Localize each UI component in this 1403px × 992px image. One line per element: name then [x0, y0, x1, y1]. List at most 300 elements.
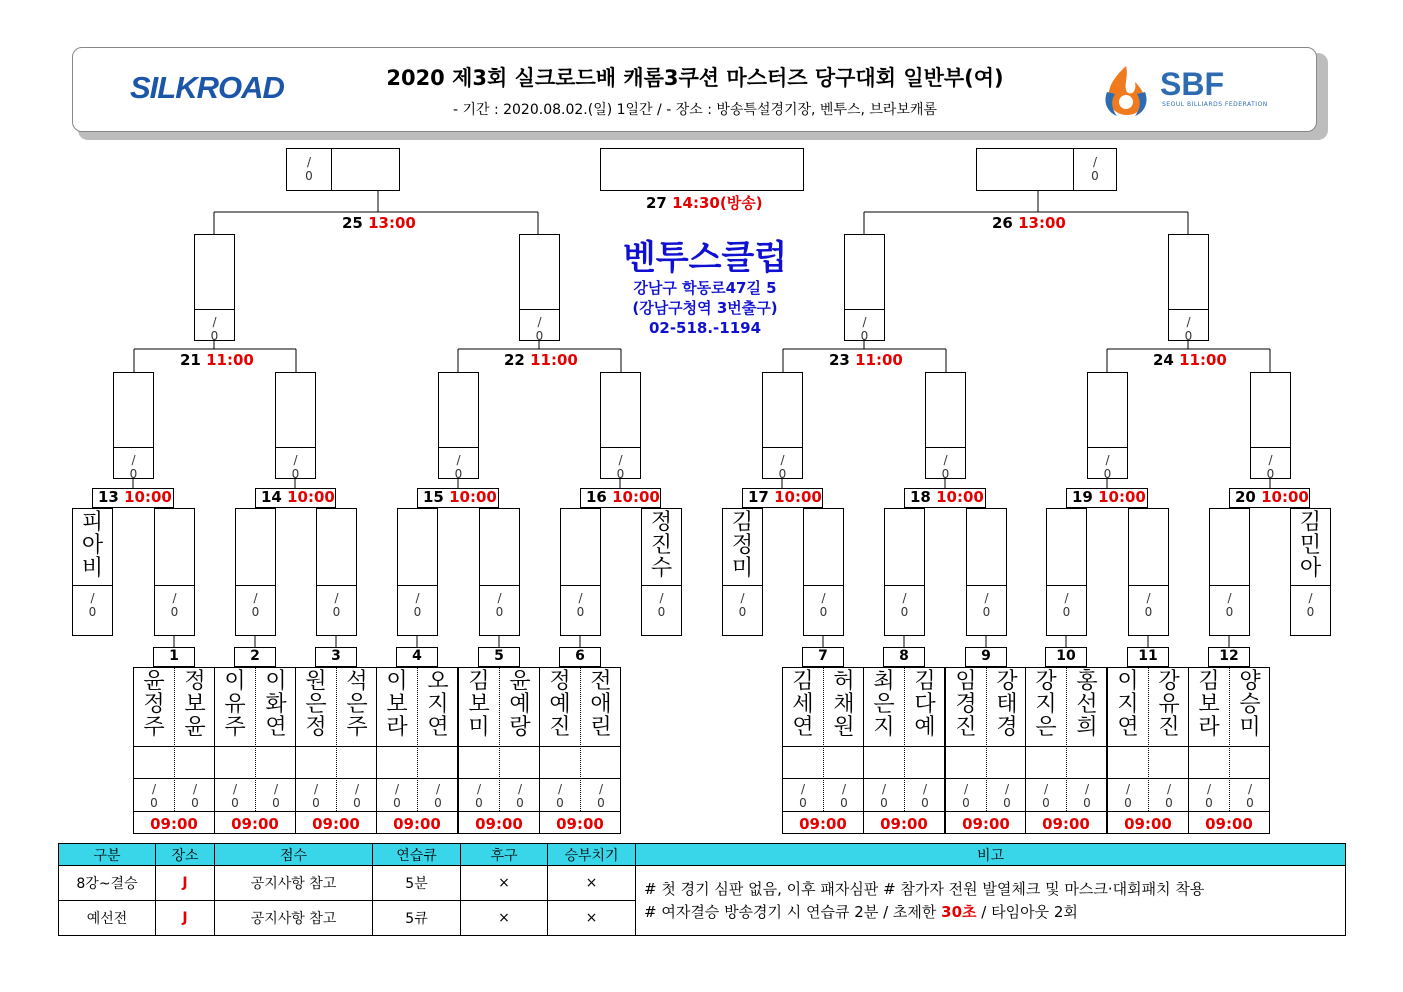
- score-cell: / 0: [962, 782, 970, 810]
- name-glyph: 린: [590, 715, 612, 740]
- player-name: [134, 668, 174, 739]
- player-name: [1230, 668, 1270, 739]
- score-cell: / 0: [1184, 315, 1193, 343]
- venue-name: 벤투스클럽: [622, 238, 788, 278]
- venue-phone: 02-518.-1194: [648, 319, 762, 337]
- score-divider: [723, 585, 762, 586]
- score-cell: / 0: [88, 591, 97, 619]
- score-cell: / 0: [1246, 782, 1254, 810]
- name-glyph: 은: [1035, 715, 1057, 740]
- name-glyph: 보: [468, 692, 490, 717]
- semifinal-label-num: 25: [342, 214, 363, 232]
- name-glyph: 최: [873, 669, 895, 694]
- score-cell: / 0: [1306, 591, 1315, 619]
- score-cell: / 0: [840, 782, 848, 810]
- table-cell: J: [156, 901, 215, 936]
- score-divider: [398, 585, 437, 586]
- name-glyph: 라: [1198, 715, 1220, 740]
- prelim-time: 09:00: [1205, 815, 1253, 833]
- name-glyph: 보: [1198, 692, 1220, 717]
- score-cell: / 0: [1124, 782, 1132, 810]
- name-divider: [946, 746, 1026, 747]
- score-divider: [926, 447, 965, 448]
- player-slot: [803, 508, 844, 636]
- score-cell: / 0: [982, 591, 991, 619]
- score-cell: / 0: [475, 782, 483, 810]
- name-glyph: 홍: [1076, 669, 1098, 694]
- note-line-2-start: # 여자결승 방송경기 시 연습큐 2분 / 초제한: [644, 902, 942, 921]
- player-slot: [194, 234, 235, 341]
- score-cell: / 0: [941, 453, 950, 481]
- score-divider: [439, 447, 478, 448]
- prelim-group: [945, 667, 1027, 834]
- prelim-match-number: 7: [802, 647, 844, 667]
- name-glyph: 랑: [509, 715, 531, 740]
- name-divider: [215, 746, 295, 747]
- score-divider: [520, 309, 559, 310]
- name-glyph: 윤: [143, 669, 165, 694]
- prelim-group: [1107, 667, 1189, 834]
- name-glyph: 석: [346, 669, 368, 694]
- name-glyph: 지: [427, 692, 449, 717]
- name-glyph: 유: [1158, 692, 1180, 717]
- score-divider: [1169, 309, 1208, 310]
- name-divider: [1108, 746, 1188, 747]
- player-name: [459, 668, 499, 739]
- score-divider: [114, 447, 153, 448]
- rules-table-header: [59, 844, 1346, 866]
- name-glyph: 오: [427, 669, 449, 694]
- score-divider: [864, 778, 944, 779]
- name-glyph: 승: [1239, 692, 1261, 717]
- page-title: 2020 제3회 실크로드배 캐롬3쿠션 마스터즈 당구대회 일반부(여): [386, 66, 1004, 90]
- prelim-time: 09:00: [799, 815, 847, 833]
- header-cell: 승부치기: [548, 844, 636, 866]
- score-divider: [1129, 585, 1168, 586]
- player-name: [1067, 668, 1107, 739]
- header-cell: 연습큐: [373, 844, 461, 866]
- note-line-2-highlight: 30초: [941, 902, 977, 921]
- name-glyph: 희: [1076, 715, 1098, 740]
- score-divider: [885, 585, 924, 586]
- score-divider: [642, 585, 681, 586]
- prelim-time: 09:00: [1042, 815, 1090, 833]
- score-divider: [1088, 447, 1127, 448]
- player-name: [824, 668, 864, 739]
- score-divider: [331, 149, 332, 190]
- time-divider: [459, 811, 539, 812]
- table-cell: 공지사항 참고: [215, 901, 373, 936]
- score-cell: / 0: [413, 591, 422, 619]
- player-name: [73, 509, 112, 580]
- name-glyph: 예: [914, 715, 936, 740]
- name-glyph: 선: [1076, 692, 1098, 717]
- score-divider: [561, 585, 600, 586]
- name-glyph: 예: [549, 692, 571, 717]
- name-glyph: 채: [833, 692, 855, 717]
- semifinal-label-time: 13:00: [368, 214, 416, 232]
- name-divider: [134, 746, 214, 747]
- score-cell: / 0: [799, 782, 807, 810]
- name-glyph: 정: [143, 692, 165, 717]
- name-glyph: 주: [143, 715, 165, 740]
- name-glyph: 애: [590, 692, 612, 717]
- player-slot: [113, 372, 154, 479]
- round16-label-num: 19: [1072, 488, 1093, 506]
- name-glyph: 이: [1117, 669, 1139, 694]
- player-name: [783, 668, 823, 739]
- score-divider: [967, 585, 1006, 586]
- name-glyph: 김: [1198, 669, 1220, 694]
- round16-label: [1235, 488, 1309, 506]
- score-cell: / 0: [170, 591, 179, 619]
- player-slot: [275, 372, 316, 479]
- prelim-group: [1025, 667, 1107, 834]
- name-glyph: 지: [1035, 692, 1057, 717]
- score-cell: / 0: [616, 453, 625, 481]
- score-divider: [195, 309, 234, 310]
- score-cell: / 0: [1165, 782, 1173, 810]
- note-line-2-end: / 타임아웃 2회: [976, 902, 1078, 921]
- score-divider: [601, 447, 640, 448]
- prelim-match-number: 5: [478, 647, 520, 667]
- prelim-time: 09:00: [393, 815, 441, 833]
- quarterfinal-label-num: 24: [1153, 351, 1174, 369]
- score-cell: / 0: [576, 591, 585, 619]
- name-glyph: 아: [81, 533, 104, 558]
- score-divider: [1251, 447, 1290, 448]
- prelim-group: [295, 667, 377, 834]
- score-divider: [1189, 778, 1269, 779]
- name-glyph: 양: [1239, 669, 1261, 694]
- name-glyph: 태: [996, 692, 1018, 717]
- score-divider: [540, 778, 620, 779]
- name-glyph: 진: [1158, 715, 1180, 740]
- name-glyph: 윤: [184, 715, 206, 740]
- round16-label-time: 10:00: [936, 488, 984, 506]
- header-cell: 점수: [215, 844, 373, 866]
- player-name: [540, 668, 580, 739]
- score-cell: / 0: [1003, 782, 1011, 810]
- round16-label-num: 13: [98, 488, 119, 506]
- quarterfinal-label-time: 11:00: [1179, 351, 1227, 369]
- finalist-slot: [286, 148, 400, 191]
- prelim-time: 09:00: [1124, 815, 1172, 833]
- prelim-match-number: 11: [1127, 647, 1169, 667]
- name-glyph: 김: [1299, 510, 1322, 535]
- name-glyph: 원: [305, 669, 327, 694]
- round16-label-num: 16: [586, 488, 607, 506]
- name-glyph: 김: [731, 510, 754, 535]
- name-glyph: 미: [1239, 715, 1261, 740]
- quarterfinal-label: [829, 351, 903, 369]
- player-name: [723, 509, 762, 580]
- time-divider: [215, 811, 295, 812]
- round16-label: [1072, 488, 1146, 506]
- name-glyph: 주: [346, 715, 368, 740]
- player-name: [418, 668, 458, 739]
- table-cell: ×: [548, 866, 636, 901]
- score-cell: / 0: [251, 591, 260, 619]
- prelim-group: [539, 667, 621, 834]
- player-slot: [316, 508, 357, 636]
- quarterfinal-label: [1153, 351, 1227, 369]
- name-divider: [296, 746, 376, 747]
- round16-label: [423, 488, 497, 506]
- quarterfinal-label-num: 22: [504, 351, 525, 369]
- name-glyph: 아: [1299, 556, 1322, 581]
- player-slot: [235, 508, 276, 636]
- name-glyph: 은: [346, 692, 368, 717]
- name-glyph: 보: [386, 692, 408, 717]
- quarterfinal-label-time: 11:00: [206, 351, 254, 369]
- prelim-group: [782, 667, 864, 834]
- player-slot: [1087, 372, 1128, 479]
- prelim-group: [863, 667, 945, 834]
- name-glyph: 화: [265, 692, 287, 717]
- name-glyph: 김: [468, 669, 490, 694]
- table-cell: J: [156, 866, 215, 901]
- score-cell: / 0: [291, 453, 300, 481]
- score-cell: / 0: [657, 591, 666, 619]
- score-cell: / 0: [454, 453, 463, 481]
- score-cell: / 0: [1205, 782, 1213, 810]
- name-glyph: 허: [833, 669, 855, 694]
- name-glyph: 진: [955, 715, 977, 740]
- round16-label-time: 10:00: [774, 488, 822, 506]
- name-glyph: 지: [873, 715, 895, 740]
- player-slot: [884, 508, 925, 636]
- name-glyph: 원: [833, 715, 855, 740]
- name-divider: [540, 746, 620, 747]
- player-slot: [519, 234, 560, 341]
- score-cell: / 0: [819, 591, 828, 619]
- score-cell: / 0: [1083, 782, 1091, 810]
- prelim-match-number: 10: [1045, 647, 1087, 667]
- score-cell: / 0: [495, 591, 504, 619]
- time-divider: [1189, 811, 1269, 812]
- table-cell: ×: [461, 866, 548, 901]
- venue-info: [560, 238, 850, 338]
- name-glyph: 전: [590, 669, 612, 694]
- venue-address: 강남구 학동로47길 5: [633, 279, 777, 297]
- name-glyph: 연: [427, 715, 449, 740]
- score-cell: / 0: [738, 591, 747, 619]
- prelim-time: 09:00: [475, 815, 523, 833]
- player-slot: [479, 508, 520, 636]
- prelim-time: 09:00: [150, 815, 198, 833]
- score-divider: [763, 447, 802, 448]
- name-glyph: 은: [873, 692, 895, 717]
- name-glyph: 라: [386, 715, 408, 740]
- score-cell: / 0: [210, 315, 219, 343]
- round16-label-time: 10:00: [124, 488, 172, 506]
- name-glyph: 진: [650, 533, 673, 558]
- name-glyph: 다: [914, 692, 936, 717]
- finalist-slot: [976, 148, 1117, 191]
- semifinal-label-time: 13:00: [1018, 214, 1066, 232]
- table-cell: 5큐: [373, 901, 461, 936]
- name-divider: [1189, 746, 1269, 747]
- name-glyph: 수: [650, 556, 673, 581]
- score-divider: [317, 585, 356, 586]
- prelim-match-number: 9: [965, 647, 1007, 667]
- prelim-match-number: 6: [559, 647, 601, 667]
- time-divider: [540, 811, 620, 812]
- round16-label-num: 20: [1235, 488, 1256, 506]
- score-divider: [155, 585, 194, 586]
- score-cell: / 0: [1042, 782, 1050, 810]
- table-cell: 8강~결승: [59, 866, 156, 901]
- name-glyph: 정: [549, 669, 571, 694]
- player-name: [905, 668, 945, 739]
- name-glyph: 임: [955, 669, 977, 694]
- name-glyph: 정: [650, 510, 673, 535]
- prelim-group: [1188, 667, 1270, 834]
- player-slot: [762, 372, 803, 479]
- player-slot: [438, 372, 479, 479]
- sbf-logo-text: SBF: [1160, 66, 1224, 102]
- score-cell: / 0: [353, 782, 361, 810]
- prelim-match-number: 3: [315, 647, 357, 667]
- player-slot: [1290, 508, 1331, 636]
- name-glyph: 유: [224, 692, 246, 717]
- player-slot: [560, 508, 601, 636]
- name-divider: [459, 746, 539, 747]
- semifinal-label: [992, 214, 1066, 232]
- name-glyph: 비: [81, 556, 104, 581]
- player-slot: [844, 234, 885, 341]
- name-glyph: 연: [265, 715, 287, 740]
- score-cell: / 0: [880, 782, 888, 810]
- score-divider: [276, 447, 315, 448]
- score-cell: / 0: [231, 782, 239, 810]
- time-divider: [864, 811, 944, 812]
- player-name: [175, 668, 215, 739]
- name-glyph: 정: [184, 669, 206, 694]
- table-cell: 공지사항 참고: [215, 866, 373, 901]
- player-slot: [1209, 508, 1250, 636]
- quarterfinal-label: [180, 351, 254, 369]
- final-match-label-num: 27: [646, 194, 667, 212]
- table-cell: ×: [461, 901, 548, 936]
- time-divider: [134, 811, 214, 812]
- player-slot: [600, 372, 641, 479]
- round16-label-num: 17: [748, 488, 769, 506]
- score-divider: [480, 585, 519, 586]
- score-cell: / 0: [1266, 453, 1275, 481]
- name-divider: [1026, 746, 1106, 747]
- score-divider: [1210, 585, 1249, 586]
- score-cell: / 0: [1144, 591, 1153, 619]
- page-subtitle: - 기간 : 2020.08.02.(일) 1일간 / - 장소 : 방송특설경기장, 벤투스, 브라보캐롬: [452, 102, 938, 118]
- score-divider: [236, 585, 275, 586]
- round16-label: [748, 488, 822, 506]
- time-divider: [296, 811, 376, 812]
- score-cell: / 0: [272, 782, 280, 810]
- name-glyph: 연: [1117, 715, 1139, 740]
- name-glyph: 보: [184, 692, 206, 717]
- score-cell: / 0: [921, 782, 929, 810]
- score-divider: [296, 778, 376, 779]
- quarterfinal-label-time: 11:00: [530, 351, 578, 369]
- time-divider: [1108, 811, 1188, 812]
- prelim-time: 09:00: [962, 815, 1010, 833]
- name-divider: [783, 746, 863, 747]
- name-glyph: 미: [731, 556, 754, 581]
- name-glyph: 은: [305, 692, 327, 717]
- round16-label-num: 15: [423, 488, 444, 506]
- score-divider: [459, 778, 539, 779]
- score-cell: / 0: [332, 591, 341, 619]
- sbf-logo-subtext: SEOUL BILLIARDS FEDERATION: [1162, 101, 1268, 108]
- note-line-2: [644, 901, 1345, 924]
- round16-label-num: 14: [261, 488, 282, 506]
- score-cell: / 0: [150, 782, 158, 810]
- prelim-group: [376, 667, 458, 834]
- score-divider: [73, 585, 112, 586]
- header-cell: 구분: [59, 844, 156, 866]
- score-divider: [134, 778, 214, 779]
- quarterfinal-label-num: 23: [829, 351, 850, 369]
- prelim-match-number: 8: [883, 647, 925, 667]
- score-cell: / 0: [1225, 591, 1234, 619]
- time-divider: [946, 811, 1026, 812]
- table-cell: 예선전: [59, 901, 156, 936]
- prelim-time: 09:00: [880, 815, 928, 833]
- score-divider: [1026, 778, 1106, 779]
- score-divider: [845, 309, 884, 310]
- silkroad-logo: SILKROAD: [130, 70, 284, 105]
- player-slot: [1168, 234, 1209, 341]
- player-name: [1108, 668, 1148, 739]
- player-slot: [641, 508, 682, 636]
- round16-label: [910, 488, 984, 506]
- round16-label-time: 10:00: [612, 488, 660, 506]
- prelim-time: 09:00: [556, 815, 604, 833]
- score-divider: [1108, 778, 1188, 779]
- rules-table: [58, 843, 1346, 936]
- score-cell: / 0: [778, 453, 787, 481]
- round16-label-time: 10:00: [449, 488, 497, 506]
- prelim-group: [458, 667, 540, 834]
- score-divider: [377, 778, 457, 779]
- name-glyph: 이: [265, 669, 287, 694]
- name-glyph: 진: [549, 715, 571, 740]
- score-cell: / 0: [191, 782, 199, 810]
- player-name: [946, 668, 986, 739]
- player-slot: [1046, 508, 1087, 636]
- name-glyph: 정: [731, 533, 754, 558]
- score-cell: / 0: [1103, 453, 1112, 481]
- name-glyph: 경: [955, 692, 977, 717]
- score-cell: / 0: [1091, 155, 1099, 183]
- round16-label: [586, 488, 660, 506]
- player-slot: [1128, 508, 1169, 636]
- champion-slot: [600, 148, 804, 191]
- note-line-1: # 첫 경기 심판 없음, 이후 패자심판 # 참가자 전원 발열체크 및 마스크·대회패치 착용: [644, 879, 1205, 898]
- score-cell: / 0: [434, 782, 442, 810]
- player-name: [256, 668, 296, 739]
- name-glyph: 윤: [509, 669, 531, 694]
- score-cell: / 0: [597, 782, 605, 810]
- score-cell: / 0: [556, 782, 564, 810]
- player-name: [642, 509, 681, 580]
- name-glyph: 강: [1158, 669, 1180, 694]
- semifinal-label-num: 26: [992, 214, 1013, 232]
- score-cell: / 0: [900, 591, 909, 619]
- player-name: [337, 668, 377, 739]
